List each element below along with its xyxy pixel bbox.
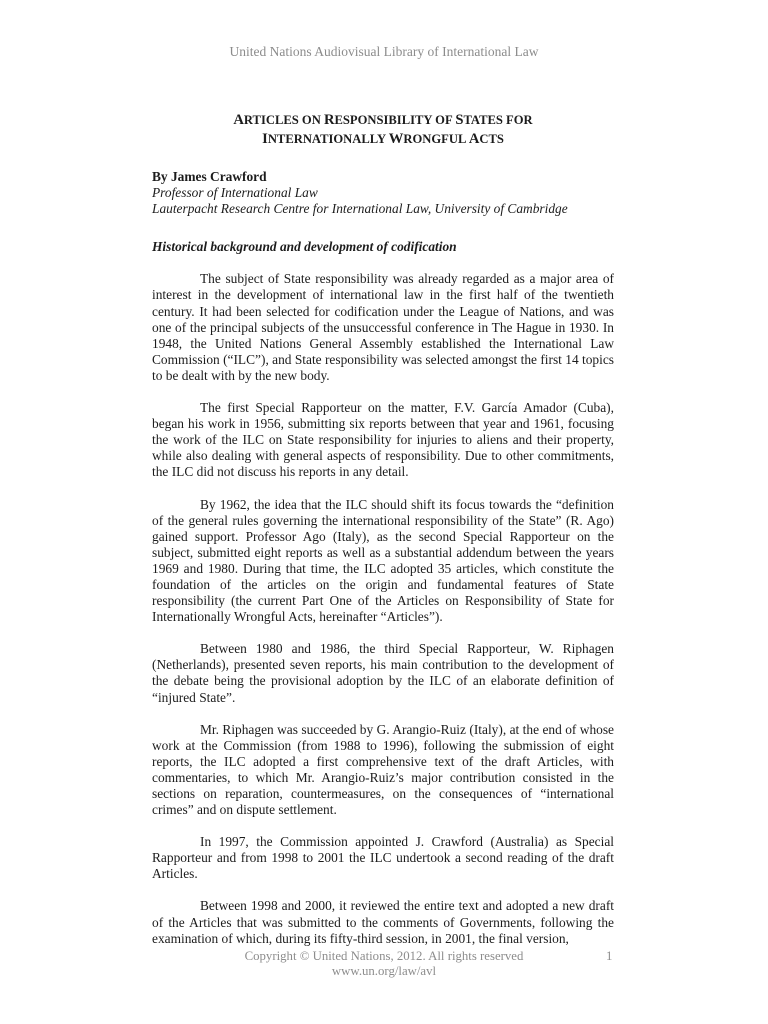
author-affiliation: Lauterpacht Research Centre for International Law, University of Cambridge: [152, 201, 568, 217]
paragraph: In 1997, the Commission appointed J. Crawford (Australia) as Special Rapporteur and from 1998 to 2001 the ILC undertook a second reading of the draft Articles.: [152, 834, 614, 882]
paragraph: Between 1998 and 2000, it reviewed the entire text and adopted a new draft of the Articles that was submitted to the comments of Governments, following the examination of which, during its fifty-third session, in 2001, the final version,: [152, 898, 614, 946]
page-header: United Nations Audiovisual Library of International Law: [229, 44, 539, 59]
author-role: Professor of International Law: [152, 185, 318, 201]
title-line-1: ARTICLES ON RESPONSIBILITY OF STATES FOR: [233, 112, 533, 128]
paragraph: By 1962, the idea that the ILC should shift its focus towards the “definition of the general rules governing the international responsibility of the State” (R. Ago) gained support. Professor Ago (Italy), as the second Special Rapporteur on the subject, submitted eight reports as well as a substantial addendum between the years 1969 and 1980. During that time, the ILC adopted 35 articles, which constitute the foundation of the articles on the origin and fundamental features of State responsibility (the current Part One of the Articles on Responsibility of State for Internationally Wrongful Acts, hereinafter “Articles”).: [152, 496, 614, 625]
document-title: [152, 111, 614, 149]
paragraph: Between 1980 and 1986, the third Special Rapporteur, W. Riphagen (Netherlands), presented seven reports, his main contribution to the development of the debate being the provisional adoption by the ILC of an elaborate definition of “injured State”.: [152, 641, 614, 705]
page-footer: [0, 949, 768, 979]
author-name: By James Crawford: [152, 169, 267, 184]
paragraph: The first Special Rapporteur on the matter, F.V. García Amador (Cuba), began his work in 1956, submitting six reports between that year and 1961, focusing the work of the ILC on State responsibility for injuries to aliens and their property, while also dealing with general aspects of responsibility. Due to other commitments, the ILC did not discuss his reports in any detail.: [152, 400, 614, 480]
copyright-notice: Copyright © United Nations, 2012. All rights reserved: [244, 949, 524, 963]
paragraph: Mr. Riphagen was succeeded by G. Arangio-Ruiz (Italy), at the end of whose work at the Commission (from 1988 to 1996), following the submission of eight reports, the ILC adopted a first comprehensive text of the draft Articles, with commentaries, to which Mr. Arangio-Ruiz’s major contribution consisted in the sections on reparation, countermeasures, on the consequences of “international crimes” and on dispute settlement.: [152, 721, 614, 818]
footer-url-link[interactable]: www.un.org/law/avl: [331, 964, 437, 978]
paragraph: The subject of State responsibility was already regarded as a major area of interest in the development of international law in the first half of the twentieth century. It had been selected for codification under the League of Nations, and was one of the principal subjects of the unsuccessful conference in The Hague in 1930. In 1948, the United Nations General Assembly established the International Law Commission (“ILC”), and State responsibility was selected amongst the first 14 topics to be dealt with by the new body.: [152, 271, 614, 383]
page-number: 1: [606, 949, 613, 963]
author-block: [152, 169, 614, 217]
document-body: [152, 111, 614, 947]
title-line-2: INTERNATIONALLY WRONGFUL ACTS: [262, 131, 504, 147]
section-heading: Historical background and development of codification: [152, 239, 457, 255]
